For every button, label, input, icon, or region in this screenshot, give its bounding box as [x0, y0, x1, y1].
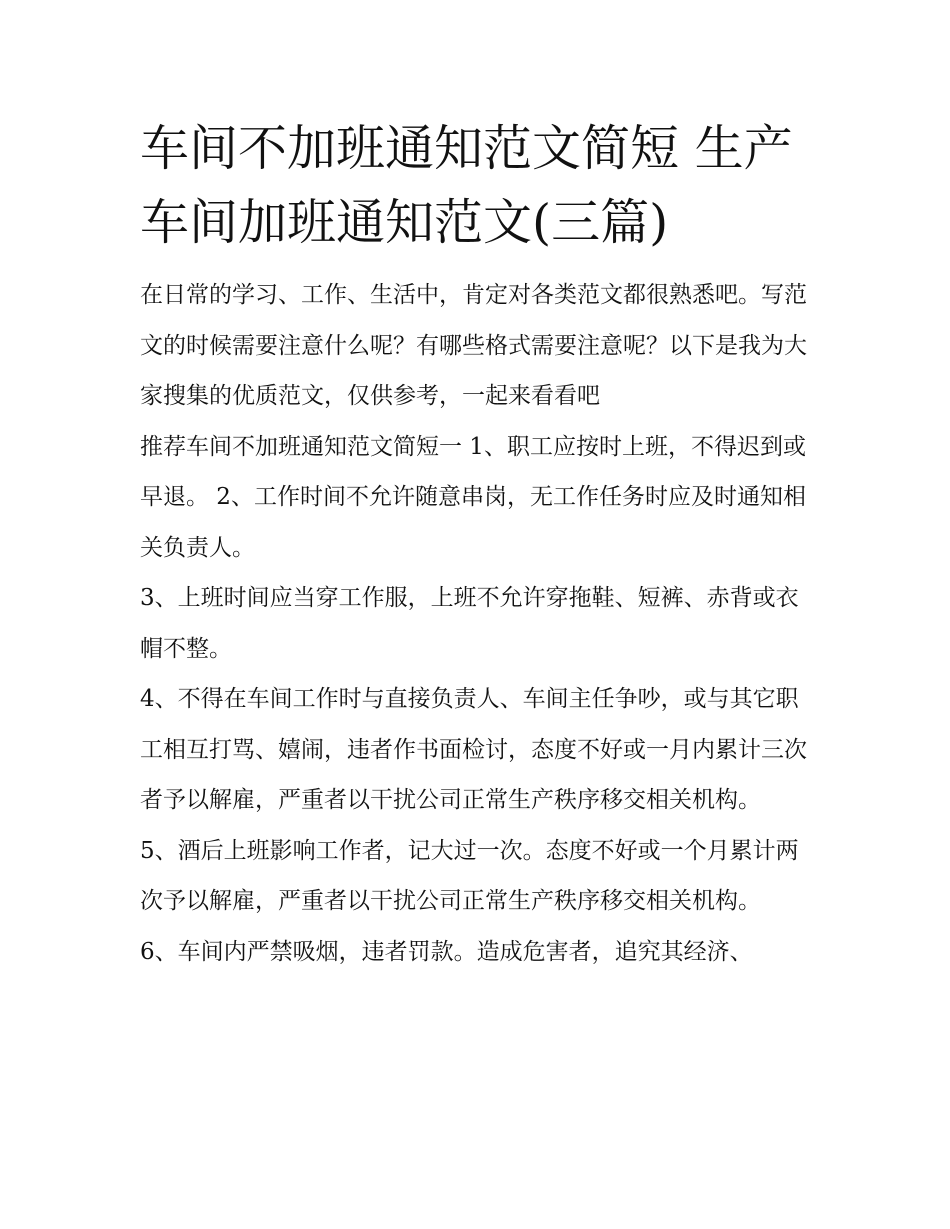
document-title: 车间不加班通知范文简短 生产车间加班通知范文(三篇) [140, 120, 793, 251]
document-body [140, 270, 820, 977]
paragraph-rule-6: 6、车间内严禁吸烟，违者罚款。造成危害者，追究其经济、 [140, 938, 753, 965]
paragraph-rule-4: 4、不得在车间工作时与直接负责人、车间主任争吵，或与其它职工相互打骂、嬉闹，违者作书面检讨，态度不好或一月内累计三次者予以解雇，严重者以干扰公司正常生产秩序移交相关机构。 [140, 686, 807, 813]
paragraph-rule-5: 5、酒后上班影响工作者，记大过一次。态度不好或一个月累计两次予以解雇，严重者以干扰公司正常生产秩序移交相关机构。 [140, 837, 799, 914]
paragraph-rule-1-2: 推荐车间不加班通知范文简短一 1、职工应按时上班，不得迟到或早退。 2、工作时间不允许随意串岗，无工作任务时应及时通知相关负责人。 [140, 433, 806, 561]
paragraph-intro: 在日常的学习、工作、生活中，肯定对各类范文都很熟悉吧。写范文的时候需要注意什么呢？有哪些格式需要注意呢？以下是我为大家搜集的优质范文，仅供参考，一起来看看吧 [140, 282, 807, 409]
paragraph-rule-3: 3、上班时间应当穿工作服，上班不允许穿拖鞋、短裤、赤背或衣帽不整。 [140, 585, 799, 662]
document-content [140, 112, 820, 977]
